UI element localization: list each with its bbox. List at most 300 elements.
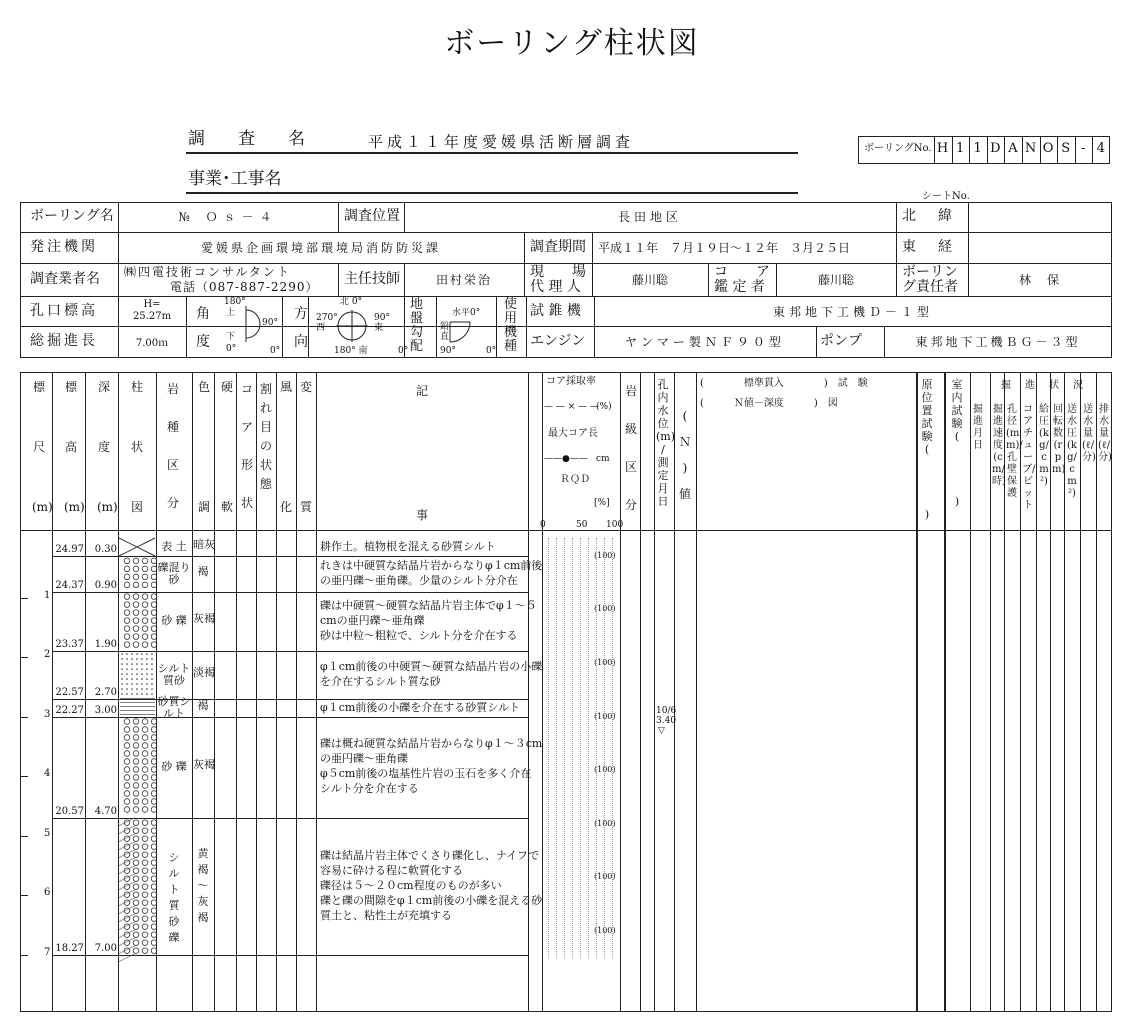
column-pattern <box>131 678 133 680</box>
column-pattern <box>142 719 148 725</box>
layer-depth: 1.90 <box>94 639 117 651</box>
column-pattern <box>151 916 157 922</box>
contractor-value: ㈱四電技術コンサルタント <box>124 265 291 279</box>
column-pattern <box>119 826 135 834</box>
survey-name-value: 平成１１年度愛媛県活断層調査 <box>368 133 635 151</box>
column-pattern <box>121 673 123 675</box>
column-pattern <box>124 558 130 564</box>
column-pattern <box>131 688 133 690</box>
column-pattern <box>124 807 130 813</box>
pump-label: ポンプ <box>820 333 862 349</box>
dir-east: 90° 東 <box>374 313 390 333</box>
column-pattern <box>124 582 130 588</box>
progress-title: 掘 進 状 況 <box>1001 380 1085 391</box>
layer-description-line: 礫は結晶片岩主体でくさり礫化し、ナイフで <box>320 848 540 862</box>
column-pattern <box>136 653 138 655</box>
column-pattern <box>151 900 157 906</box>
column-pattern <box>124 594 130 600</box>
column-pattern <box>126 693 128 695</box>
core-rate-legend: — — × — — <box>544 402 599 412</box>
column-pattern <box>142 566 148 572</box>
progress-col-header: 送水圧(kg/cm²) <box>1067 404 1077 499</box>
layer-rock-type: 表 土 <box>161 539 187 553</box>
engine-value: ヤンマー製ＮＦ９０型 <box>625 335 785 349</box>
col-desc-top: 記 <box>416 384 429 398</box>
progress-col-header: 孔径(mm)/孔壁保護 <box>1006 404 1023 499</box>
survey-name-label: 調 査 名 <box>188 129 313 149</box>
core-rate-value: (100) <box>594 657 616 667</box>
column-pattern <box>119 906 135 914</box>
column-pattern <box>133 807 139 813</box>
column-pattern <box>126 658 128 660</box>
column-pattern <box>119 922 135 930</box>
column-pattern <box>133 860 139 866</box>
column-pattern <box>124 642 130 648</box>
layer-depth: 3.00 <box>94 704 117 716</box>
column-pattern <box>151 868 157 874</box>
layer-color: 黄 褐 ～ 灰 褐 <box>197 847 209 925</box>
column-pattern <box>124 791 130 797</box>
column-pattern <box>146 693 148 695</box>
column-pattern <box>119 834 135 842</box>
core-max-legend: ——●—— <box>544 454 588 464</box>
column-pattern <box>142 836 148 842</box>
boring-no-label: ボーリングNo. <box>864 143 932 154</box>
column-pattern <box>119 818 135 826</box>
column-pattern <box>151 626 157 632</box>
column-pattern <box>151 791 157 797</box>
column-pattern <box>124 799 130 805</box>
column-pattern <box>146 663 148 665</box>
column-pattern <box>124 783 130 789</box>
scale-tick-label: 7 <box>44 946 51 958</box>
column-pattern <box>142 735 148 741</box>
column-pattern <box>142 807 148 813</box>
layer-description-line: 容易に砕ける程に軟質化する <box>320 863 463 877</box>
column-pattern <box>151 642 157 648</box>
column-pattern <box>142 582 148 588</box>
column-pattern <box>119 930 135 938</box>
column-pattern <box>133 836 139 842</box>
column-pattern <box>131 693 133 695</box>
layer-rock-type: 砂 礫 <box>161 760 187 774</box>
column-pattern <box>151 735 157 741</box>
angle-down: 下 <box>226 332 236 342</box>
location-value: 長田地区 <box>617 210 682 224</box>
machine-label: 使 用 機 種 <box>504 297 518 354</box>
dir-end: 0° <box>398 346 409 356</box>
column-pattern <box>141 688 143 690</box>
layer-description-line: cmの亜円礫～亜角礫 <box>320 613 425 627</box>
column-pattern <box>151 775 157 781</box>
column-pattern <box>151 948 157 954</box>
column-pattern <box>142 791 148 797</box>
col-column: 柱 状 図 <box>130 380 143 514</box>
core-judge-value: 藤川聡 <box>817 273 854 287</box>
column-pattern <box>133 900 139 906</box>
column-pattern <box>142 948 148 954</box>
layer-description-line: 耕作土。植物根を混える砂質シルト <box>320 540 496 553</box>
column-pattern <box>119 898 135 906</box>
column-pattern <box>142 743 148 749</box>
column-pattern <box>119 858 135 866</box>
column-pattern <box>133 924 139 930</box>
column-pattern <box>151 582 157 588</box>
column-pattern <box>119 842 135 850</box>
column-pattern <box>142 799 148 805</box>
column-pattern <box>133 610 139 616</box>
scale-tick-label: 5 <box>44 827 51 839</box>
slope-90: 90° <box>440 346 456 356</box>
layer-description-line: 礫と礫の間隙をφ１cm前後の小礫を混える砂 <box>320 893 543 907</box>
column-pattern <box>142 868 148 874</box>
column-pattern <box>133 618 139 624</box>
axis-50: 50 <box>576 520 588 530</box>
column-pattern <box>151 594 157 600</box>
column-pattern <box>131 653 133 655</box>
col-core-form: コ ア 形 状 <box>240 382 253 510</box>
layer-color: 褐 <box>197 564 209 578</box>
layer-description-line: 砂は中粒～粗粒で、シルト分を介在する <box>320 628 518 642</box>
column-pattern <box>124 767 130 773</box>
boring-no-char: N <box>1024 141 1037 156</box>
period-label: 調査期間 <box>530 239 586 255</box>
column-pattern <box>136 668 138 670</box>
column-pattern <box>124 602 130 608</box>
col-desc-bottom: 事 <box>416 508 429 522</box>
column-pattern <box>151 908 157 914</box>
column-pattern <box>142 900 148 906</box>
layer-rock-type: シ ル ト 質 砂 礫 <box>168 851 180 945</box>
column-pattern <box>142 908 148 914</box>
column-pattern <box>133 719 139 725</box>
layer-description-line: φ１cm前後の中硬質～硬質な結晶片岩の小礫 <box>320 659 543 673</box>
column-pattern <box>133 735 139 741</box>
layer-depth: 4.70 <box>94 805 117 817</box>
page-title: ボーリング柱状図 <box>444 26 700 61</box>
client-value: 愛媛県企画環境部環境局消防防災課 <box>200 241 441 255</box>
column-pattern <box>142 932 148 938</box>
column-pattern <box>133 948 139 954</box>
column-pattern <box>151 602 157 608</box>
longitude-label: 東 経 <box>902 239 956 255</box>
col-elevation: 標 高 (m) <box>64 380 85 514</box>
rqd-unit: [%] <box>594 498 610 508</box>
pump-value: 東邦地下工機ＢＧ－３型 <box>915 335 1081 349</box>
column-pattern <box>131 663 133 665</box>
layer-depth: 2.70 <box>94 686 117 698</box>
col-hardness: 硬 軟 <box>220 380 233 514</box>
location-label: 調査位置 <box>344 208 400 224</box>
column-pattern <box>141 683 143 685</box>
core-rate-value: (100) <box>594 604 616 614</box>
dir-south: 180° 南 <box>334 346 368 356</box>
column-pattern <box>124 735 130 741</box>
column-pattern <box>151 828 157 834</box>
layer-description-line: の亜円礫～亜角礫。少量のシルト分介在 <box>320 573 518 587</box>
boring-no-char: H <box>936 141 949 156</box>
column-pattern <box>133 775 139 781</box>
column-pattern <box>146 673 148 675</box>
column-pattern <box>133 916 139 922</box>
progress-col-header: コアチューブ/ビット <box>1022 404 1036 511</box>
column-pattern <box>151 618 157 624</box>
column-pattern <box>136 663 138 665</box>
column-pattern <box>151 844 157 850</box>
column-pattern <box>142 924 148 930</box>
water-level-mark: ▽ <box>658 726 665 736</box>
column-pattern <box>142 767 148 773</box>
progress-col-header: 掘進速度(cm/時) <box>992 404 1006 487</box>
layer-description-line: を介在するシルト質な砂 <box>320 674 441 688</box>
layer-description-line: φ１cm前後の小礫を介在する砂質シルト <box>320 700 521 714</box>
angle-180: 180° <box>224 297 246 307</box>
boring-resp-value: 林 保 <box>1018 273 1061 287</box>
column-pattern <box>133 884 139 890</box>
layer-description-line: シルト分を介在する <box>320 782 419 796</box>
column-pattern <box>124 727 130 733</box>
column-pattern <box>126 663 128 665</box>
column-pattern <box>151 566 157 572</box>
progress-col-header: 回転数(rpm) <box>1052 404 1066 475</box>
column-pattern <box>146 653 148 655</box>
column-pattern <box>146 658 148 660</box>
column-pattern <box>133 743 139 749</box>
column-pattern <box>121 693 123 695</box>
boring-name-label: ボーリング名 <box>30 208 114 224</box>
column-pattern <box>142 884 148 890</box>
layer-color: 淡褐 <box>193 665 215 679</box>
column-pattern <box>151 876 157 882</box>
boring-no-char: 1 <box>955 141 965 156</box>
client-label: 発注機関 <box>30 239 98 255</box>
column-pattern <box>142 783 148 789</box>
column-pattern <box>131 668 133 670</box>
column-pattern <box>133 876 139 882</box>
layer-depth: 7.00 <box>94 942 117 954</box>
column-pattern <box>124 566 130 572</box>
column-pattern <box>124 759 130 765</box>
column-pattern <box>142 775 148 781</box>
agent-value: 藤川聡 <box>631 273 668 287</box>
sheet-no-label: シートNo. <box>922 191 970 202</box>
col-grade: 岩 級 区 分 <box>624 384 637 512</box>
column-pattern <box>142 940 148 946</box>
col-n-value: ( Ｎ ) 値 <box>678 409 691 501</box>
layer-description-line: 礫は概ね硬質な結晶片岩からなりφ１～３cm <box>320 737 543 751</box>
column-pattern <box>121 688 123 690</box>
column-pattern <box>133 727 139 733</box>
column-pattern <box>119 954 135 962</box>
column-pattern <box>142 860 148 866</box>
slope-horizontal: 水平0° <box>452 308 481 318</box>
axis-0: 0 <box>540 520 546 530</box>
column-pattern <box>119 946 135 954</box>
layer-description-line: φ５cm前後の塩基性片岩の玉石を多く介在 <box>320 767 532 781</box>
engine-label: エンジン <box>530 333 586 349</box>
column-pattern <box>142 751 148 757</box>
angle-0: 0° <box>226 344 237 354</box>
column-pattern <box>133 558 139 564</box>
column-pattern <box>126 673 128 675</box>
period-value: 平成１１年 ７月１９日～１２年 ３月２５日 <box>598 241 851 255</box>
contractor-label: 調査業者名 <box>30 271 100 287</box>
scale-tick-label: 3 <box>44 708 51 720</box>
progress-col-header: 送水量(ℓ/分) <box>1082 404 1096 463</box>
column-pattern <box>142 876 148 882</box>
column-pattern <box>121 663 123 665</box>
column-pattern <box>142 844 148 850</box>
slope-label: 地 盤 勾 配 <box>410 297 424 354</box>
column-pattern <box>151 693 153 695</box>
column-pattern <box>142 634 148 640</box>
column-pattern <box>124 719 130 725</box>
column-pattern <box>126 678 128 680</box>
layer-elevation: 24.97 <box>55 543 84 555</box>
col-alteration: 変 質 <box>299 380 312 514</box>
drill-label: 試 錐 機 <box>530 303 581 319</box>
column-pattern <box>141 658 143 660</box>
column-pattern <box>151 860 157 866</box>
column-pattern <box>142 642 148 648</box>
column-pattern <box>119 938 135 946</box>
column-pattern <box>133 852 139 858</box>
column-pattern <box>151 719 157 725</box>
col-scale: 標 尺 (m) <box>32 380 53 514</box>
column-pattern <box>119 874 135 882</box>
core-rate-value: (100) <box>594 765 616 775</box>
column-pattern <box>142 916 148 922</box>
column-pattern <box>124 574 130 580</box>
core-rate-value: (100) <box>594 925 616 935</box>
column-pattern <box>142 558 148 564</box>
column-pattern <box>151 668 153 670</box>
column-pattern <box>133 634 139 640</box>
column-pattern <box>151 932 157 938</box>
direction-label: 方 向 <box>294 306 308 350</box>
column-pattern <box>133 932 139 938</box>
column-pattern <box>133 602 139 608</box>
column-pattern <box>151 683 153 685</box>
boring-no-char: 1 <box>973 141 982 156</box>
layer-elevation: 20.57 <box>55 805 84 817</box>
column-pattern <box>133 783 139 789</box>
column-pattern <box>146 683 148 685</box>
boring-no-char: A <box>1008 141 1018 156</box>
elevation-value: H= 25.27m <box>132 299 172 322</box>
core-rate-unit: (%) <box>596 402 612 412</box>
column-pattern <box>141 678 143 680</box>
column-pattern <box>126 668 128 670</box>
column-pattern <box>131 683 133 685</box>
scale-tick-label: 6 <box>44 887 51 898</box>
column-pattern <box>121 658 123 660</box>
column-pattern <box>124 610 130 616</box>
angle-end: 0° <box>270 346 281 356</box>
layer-description-line: 礫径は５～２０cm程度のものが多い <box>320 878 502 892</box>
column-pattern <box>142 852 148 858</box>
slope-end: 0° <box>486 346 497 356</box>
water-level-date: 10/6 <box>656 706 677 716</box>
drill-value: 東邦地下工機Ｄ－１型 <box>772 305 933 319</box>
layer-color: 暗灰 <box>193 537 215 551</box>
column-pattern <box>141 673 143 675</box>
column-pattern <box>142 594 148 600</box>
layer-rock-type: シルト 質砂 <box>157 661 191 687</box>
column-pattern <box>133 868 139 874</box>
column-pattern <box>124 775 130 781</box>
core-judge-label: コ ア 鑑 定 者 <box>714 264 770 295</box>
col-crack: 割 れ 目 の 状 態 <box>259 382 272 491</box>
latitude-label: 北 緯 <box>902 208 956 224</box>
layer-elevation: 22.57 <box>55 686 84 698</box>
angle-90: 90° <box>262 318 278 328</box>
column-pattern <box>151 799 157 805</box>
col-insitu: 原 位 置 試 験 ( ) <box>921 378 933 521</box>
column-pattern <box>136 673 138 675</box>
col-weathering: 風 化 <box>279 380 292 514</box>
core-rate-value: (100) <box>594 818 616 828</box>
column-pattern <box>151 820 157 826</box>
core-rate-value: (100) <box>594 872 616 882</box>
column-pattern <box>121 668 123 670</box>
column-pattern <box>133 642 139 648</box>
boring-no-char: O <box>1042 141 1054 156</box>
column-pattern <box>141 663 143 665</box>
core-max-label: 最大コア長 <box>548 428 598 439</box>
column-pattern <box>141 668 143 670</box>
layer-rock-type: 礫混り 砂 <box>157 560 191 586</box>
column-pattern <box>151 610 157 616</box>
column-pattern <box>142 892 148 898</box>
column-pattern <box>136 693 138 695</box>
progress-col-header: 掘進月日 <box>973 404 983 451</box>
boring-no-char: S <box>1061 141 1071 156</box>
layer-description-line: れきは中硬質な結晶片岩からなりφ１cm前後 <box>320 558 543 572</box>
spt-title: ( 標準貫入 ) 試 験 <box>700 378 868 389</box>
rqd-label: ＲＱＤ <box>560 474 590 485</box>
boring-no-char: D <box>990 141 1001 156</box>
column-pattern <box>141 693 143 695</box>
column-pattern <box>142 727 148 733</box>
agent-label: 現 場 代 理 人 <box>530 264 586 295</box>
column-pattern <box>133 791 139 797</box>
column-pattern <box>142 759 148 765</box>
column-pattern <box>131 673 133 675</box>
column-pattern <box>124 634 130 640</box>
progress-col-header: 排水量(ℓ/分) <box>1098 404 1112 463</box>
column-pattern <box>151 574 157 580</box>
column-pattern <box>151 940 157 946</box>
column-pattern <box>133 767 139 773</box>
column-pattern <box>124 751 130 757</box>
column-pattern <box>133 759 139 765</box>
column-pattern <box>151 924 157 930</box>
column-pattern <box>142 618 148 624</box>
layer-elevation: 18.27 <box>55 942 84 954</box>
column-pattern <box>151 688 153 690</box>
layer-description-line: の亜円礫～亜角礫 <box>320 752 408 766</box>
column-pattern <box>136 658 138 660</box>
boring-name-value: № Ｏｓ－４ <box>178 210 278 224</box>
column-pattern <box>151 751 157 757</box>
layer-elevation: 23.37 <box>55 639 84 651</box>
layer-rock-type: 砂質シ ルト <box>157 694 191 720</box>
layer-elevation: 22.27 <box>55 704 84 716</box>
column-pattern <box>126 688 128 690</box>
column-pattern <box>142 602 148 608</box>
column-pattern <box>133 940 139 946</box>
